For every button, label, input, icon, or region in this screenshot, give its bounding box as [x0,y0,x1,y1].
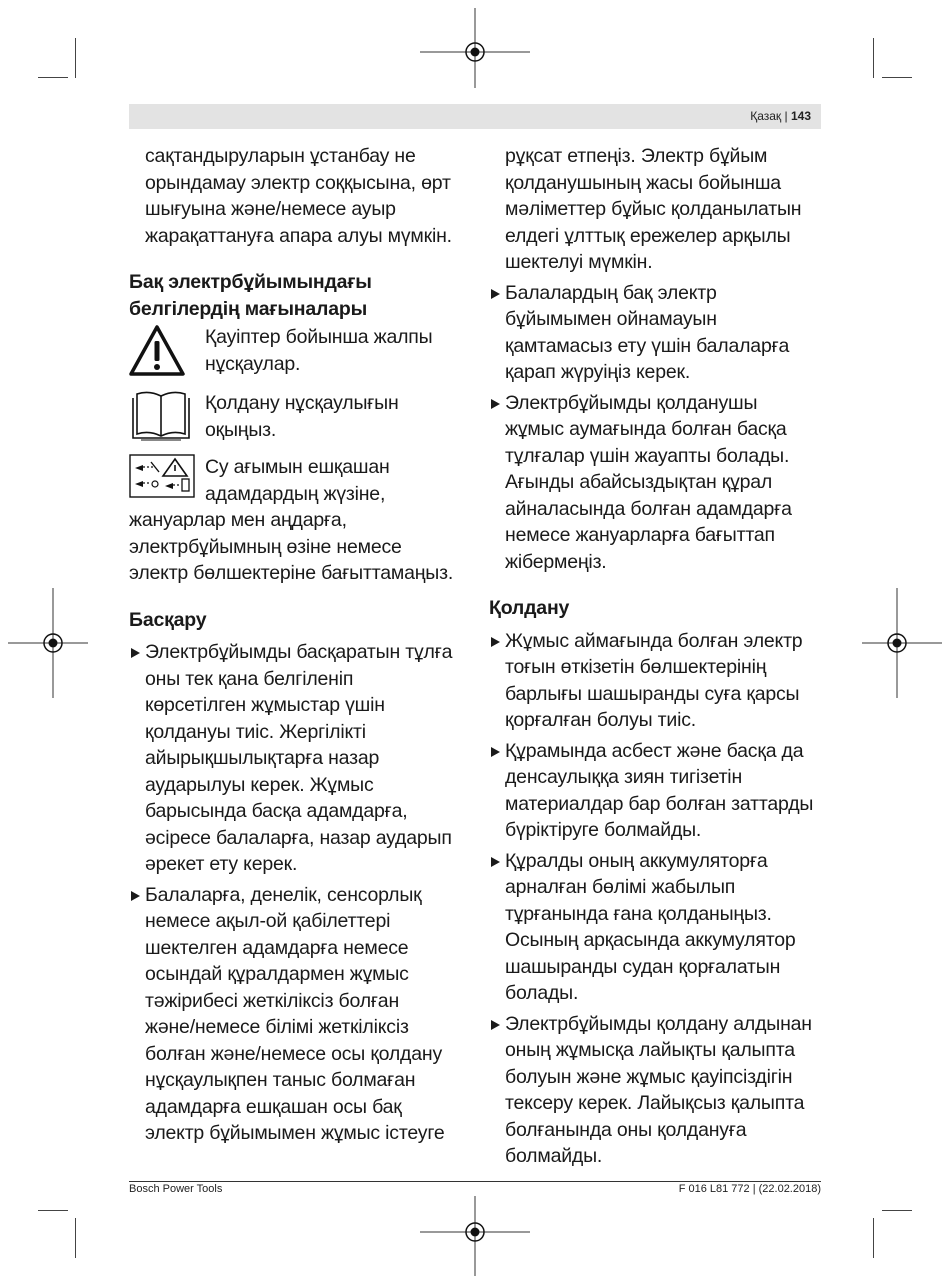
text-line: болмайды. [505,1145,603,1167]
text-line: орындамау электр соққысына, өрт [145,171,451,194]
text-line: Электрбұйымды қолданушы [505,391,758,414]
text-line: жұмыс аумағында болған басқа [505,418,787,440]
text-line: Электрбұйымды басқаратын тұлға [145,641,453,663]
symbol-text-line: нұсқаулар. [205,352,301,375]
symbols-heading [129,269,469,322]
text-line: барлығы шашыранды суға қарсы [505,682,800,705]
crop-mark [882,77,912,78]
text-line: қолданушының жасы бойынша [505,171,781,194]
text-line: бүріктіруге болмайды. [505,819,702,841]
registration-mark-icon [862,588,942,698]
bullet-item [489,738,824,844]
text-line: Жұмыс аймағында болған электр [505,629,803,652]
registration-mark-icon [8,588,88,698]
symbol-text-line: Қолдану нұсқаулығын [205,392,399,414]
text-line: қолдануы тиіс. Жергілікті [145,720,366,743]
symbol-text-line: адамдардың жүзіне, [205,482,386,505]
text-line: жарақаттануға апара алуы мүмкін. [145,224,452,247]
bullet-arrow-icon [491,289,500,299]
crop-mark [873,1218,874,1258]
text-line: тұрғанында ғана қолданыңыз. [505,902,772,925]
warning-triangle-icon [129,324,185,378]
bullet-arrow-icon [491,1020,500,1030]
text-line: электр бұйымымен жұмыс істеуге [145,1122,445,1144]
use-heading: Қолдану [489,597,570,619]
heading-line: Бақ электрбұйымындағы [129,271,372,293]
bullet-arrow-icon [491,399,500,409]
control-heading: Басқару [129,608,207,631]
text-line: тұлғалар үшін жауапты болады. [505,444,790,467]
text-line: әрекет ету керек. [145,853,298,875]
text-line: аударылуы керек. Жұмыс [145,773,374,796]
text-line: болуын және жұмыс қауіпсіздігін [505,1065,793,1088]
continuation-paragraph [489,143,824,276]
crop-mark [873,38,874,78]
bullet-item [129,882,469,1147]
text-line: Осының арқасында аккумулятор [505,929,796,951]
bullet-arrow-icon [131,648,140,658]
text-line: Балалардың бақ электр [505,281,717,304]
text-line: болғанында оны қолдануға [505,1118,747,1141]
text-line: тәжірибесі жеткіліксіз болған [145,989,400,1012]
no-spray-icon [129,454,195,498]
crop-mark [75,1218,76,1258]
bullet-item [489,280,824,386]
text-line: сақтандыруларын ұстанбау не [145,145,416,167]
manual-book-icon [129,390,193,444]
symbol-row-no-spray [129,454,469,507]
text-line: рұқсат етпеңіз. Электр бұйым [505,145,768,167]
bullet-arrow-icon [131,891,140,901]
text-line: қамтамасыз ету үшін балаларға [505,334,790,357]
crop-mark [38,1210,68,1211]
text-line: шектелуі мүмкін. [505,251,653,273]
bullet-item [489,1011,824,1170]
text-line: нұсқаулықпен таныс болмаған [145,1069,416,1091]
footer-rule [129,1181,821,1182]
crop-mark [882,1210,912,1211]
symbol-text-line: Қауіптер бойынша жалпы [205,326,433,348]
bullet-item [489,848,824,1007]
bullet-arrow-icon [491,747,500,757]
right-column [489,143,824,1170]
footer-doc-number: F 016 L81 772 | (22.02.2018) [678,1183,821,1195]
text-line: шектелген адамдарға немесе [145,936,409,959]
bullet-arrow-icon [491,637,500,647]
text-line: оның жұмысқа лайықты қалыпта [505,1039,795,1061]
text-line: айырықшылықтарға назар [145,747,380,769]
bullet-item [129,639,469,878]
crop-mark [38,77,68,78]
text-line: Ағынды абайсыздықтан құрал [505,471,773,493]
bullet-item [489,628,824,734]
text-line: барысында басқа адамдарға, [145,800,408,822]
text-line: арналған бөлімі жабылып [505,876,736,898]
text-line: Құрамында асбест және басқа да [505,739,804,762]
text-line: шығуына және/немесе ауыр [145,198,396,220]
text-line: шашыранды судан қорғалатын [505,955,781,978]
text-line: немесе ақыл-ой қабілеттері [145,910,391,932]
text-line: елдегі ұлттық ережелер арқылы [505,224,791,247]
text-line: осындай құралдармен жұмыс [145,963,409,985]
left-column [129,143,469,1147]
text-line: оны тек қана белгіленіп [145,667,354,690]
text-line: Электрбұйымды қолдану алдынан [505,1012,812,1035]
text-line: әсіресе балаларға, назар аударып [145,826,452,849]
text-line: қарап жүруіңіз керек. [505,361,691,383]
text-line: денсаулыққа зиян тигізетін [505,766,743,788]
registration-mark-icon [420,1196,530,1276]
text-line: Құралды оның аккумуляторға [505,849,768,872]
text-line: мәліметтер бұйыс қолданылатын [505,198,802,220]
text-line: немесе жануарларға бағыттап [505,524,775,546]
text-line: айналасында болған адамдарға [505,497,792,520]
symbol-text-line: оқыңыз. [205,418,277,441]
page-number: 143 [790,109,811,123]
text-line: тоғын өткізетін бөлшектерінің [505,656,767,678]
page-header [129,104,821,129]
text-line: және/немесе білімі жеткіліксіз [145,1016,409,1038]
text-line: Балаларға, денелік, сенсорлық [145,883,422,906]
text-line: жібермеңіз. [505,550,607,573]
text-line: болған және/немесе осы қолдану [145,1042,443,1065]
symbol-continuation [129,507,469,587]
symbol-text-line: Су ағымын ешқашан [205,456,390,478]
text-line: электрбұйымның өзіне немесе [129,535,402,558]
text-line: көрсетілген жұмыстар үшін [145,694,385,716]
text-line: материалдар бар болған заттарды [505,792,814,815]
heading-line: белгілердің мағыналары [129,297,368,320]
bullet-item [489,390,824,576]
header-language: Қазақ [750,109,782,123]
intro-paragraph [129,143,469,249]
bullet-arrow-icon [491,857,500,867]
symbol-row-manual [129,390,469,446]
registration-mark-icon [420,8,530,88]
symbol-row-warning [129,324,469,380]
text-line: болады. [505,982,579,1004]
crop-mark [75,38,76,78]
text-line: тексеру керек. Лайықсыз қалыпта [505,1092,805,1114]
text-line: электр бөлшектеріне бағыттамаңыз. [129,562,454,584]
footer-brand: Bosch Power Tools [129,1183,223,1195]
text-line: жануарлар мен аңдарға, [129,509,347,531]
text-line: адамдарға ешқашан осы бақ [145,1095,402,1118]
header-text: Қазақ | 143 [750,109,811,123]
text-line: қорғалған болуы тиіс. [505,709,696,731]
text-line: бұйымымен ойнамауын [505,308,717,330]
